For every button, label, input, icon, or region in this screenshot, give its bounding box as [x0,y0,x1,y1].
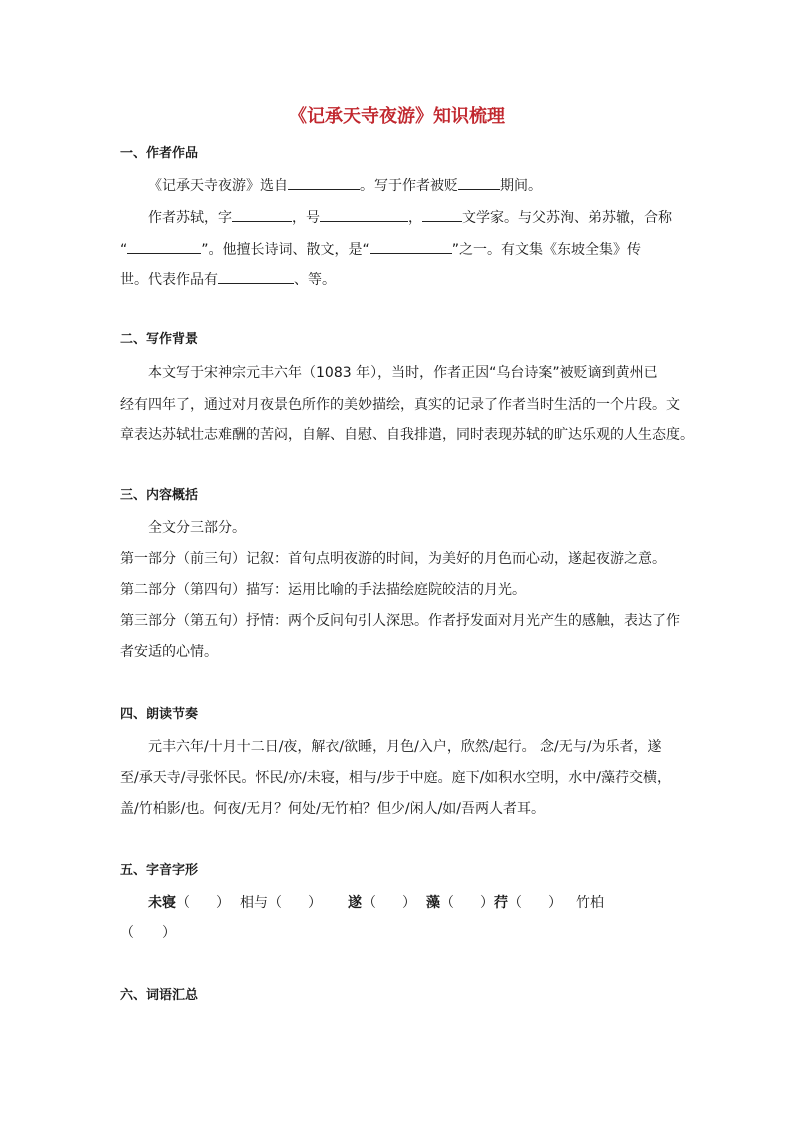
text-segment: 作者苏轼，字 [148,210,232,226]
paren-close: ） [402,895,416,911]
author-line-2 [148,206,680,229]
pronunciation-line-1 [148,892,680,914]
text-segment: ”。他擅长诗词、散文，是“ [201,242,370,258]
text-segment: 世。代表作品有 [120,272,218,288]
paren-open: （ [508,895,522,911]
section-heading-summary: 三、内容概括 [120,488,199,503]
text-segment: 期间。 [500,178,542,194]
author-line-1 [148,174,680,197]
background-line-1: 本文写于宋神宗元丰六年（1083 年），当时，作者正因“乌台诗案”被贬谪到黄州已 [148,365,658,381]
author-line-4 [120,268,680,291]
summary-line-4: 第三部分（第五句）抒情：两个反问句引人深思。作者抒发面对月光产生的感触，表达了作 [120,613,680,629]
fill-blank [232,206,292,222]
text-segment: ，号 [292,210,320,226]
pronunciation-line-2: （ ） [120,925,176,941]
text-segment: 《记承天寺夜游》选自 [148,178,288,194]
author-line-3 [120,238,680,261]
fill-blank [218,268,294,284]
section-heading-background: 二、写作背景 [120,332,199,347]
rhythm-line-1: 元丰六年/十月十二日/夜，解衣/欲睡，月色/入户，欣然/起行。 念/无与/为乐者，遂 [148,739,662,755]
fill-blank [320,206,408,222]
rhythm-line-3: 盖/竹柏影/也。何夜/无月？何处/无竹柏？但少/闲人/如/吾两人者耳。 [120,801,546,817]
paren-open: （ [440,895,454,911]
word-xing: 荇 [494,895,508,911]
section-heading-author: 一、作者作品 [120,146,199,161]
summary-line-5: 者安适的心情。 [120,644,218,660]
fill-blank [458,174,500,190]
text-segment: “ [120,242,128,258]
background-line-3: 章表达苏轼壮志难酬的苦闷，自解、自慰、自我排遣，同时表现苏轼的旷达乐观的人生态度。 [120,427,694,443]
summary-line-1: 全文分三部分。 [148,520,246,536]
text-segment: 、等。 [294,272,336,288]
summary-line-2: 第一部分（前三句）记叙：首句点明夜游的时间，为美好的月色而心动，遂起夜游之意。 [120,551,666,567]
word-xiangyu: 相与 [240,895,268,911]
section-heading-rhythm: 四、朗读节奏 [120,707,199,722]
fill-blank [288,174,360,190]
paren-close: ） [548,895,562,911]
text-segment: ， [408,210,422,226]
paren-open: （ [268,895,282,911]
fill-blank [127,238,201,254]
paren-close: ） [480,895,494,911]
fill-blank [422,206,462,222]
text-segment: ”之一。有文集《东坡全集》传 [451,242,642,258]
section-heading-pronunciation: 五、字音字形 [120,863,199,878]
paren-close: ） [308,895,322,911]
page-title: 《记承天寺夜游》知识梳理 [289,106,505,127]
section-heading-vocabulary: 六、词语汇总 [120,988,199,1003]
paren-open: （ [176,895,190,911]
word-zao: 藻 [426,895,440,911]
summary-line-3: 第二部分（第四句）描写：运用比喻的手法描绘庭院皎洁的月光。 [120,582,526,598]
rhythm-line-2: 至/承天寺/寻张怀民。怀民/亦/未寝，相与/步于中庭。庭下/如积水空明，水中/藻荇交横， [120,770,672,786]
word-weiqin: 未寝 [148,895,176,911]
word-zhubai: 竹柏 [576,895,604,911]
paren-close: ） [216,895,230,911]
text-segment: 文学家。与父苏洵、弟苏辙，合称 [462,210,672,226]
word-sui: 遂 [348,895,362,911]
paren-open: （ [362,895,376,911]
text-segment: 。写于作者被贬 [360,178,458,194]
background-line-2: 经有四年了，通过对月夜景色所作的美妙描绘，真实的记录了作者当时生活的一个片段。文 [120,397,680,413]
fill-blank [370,238,452,254]
